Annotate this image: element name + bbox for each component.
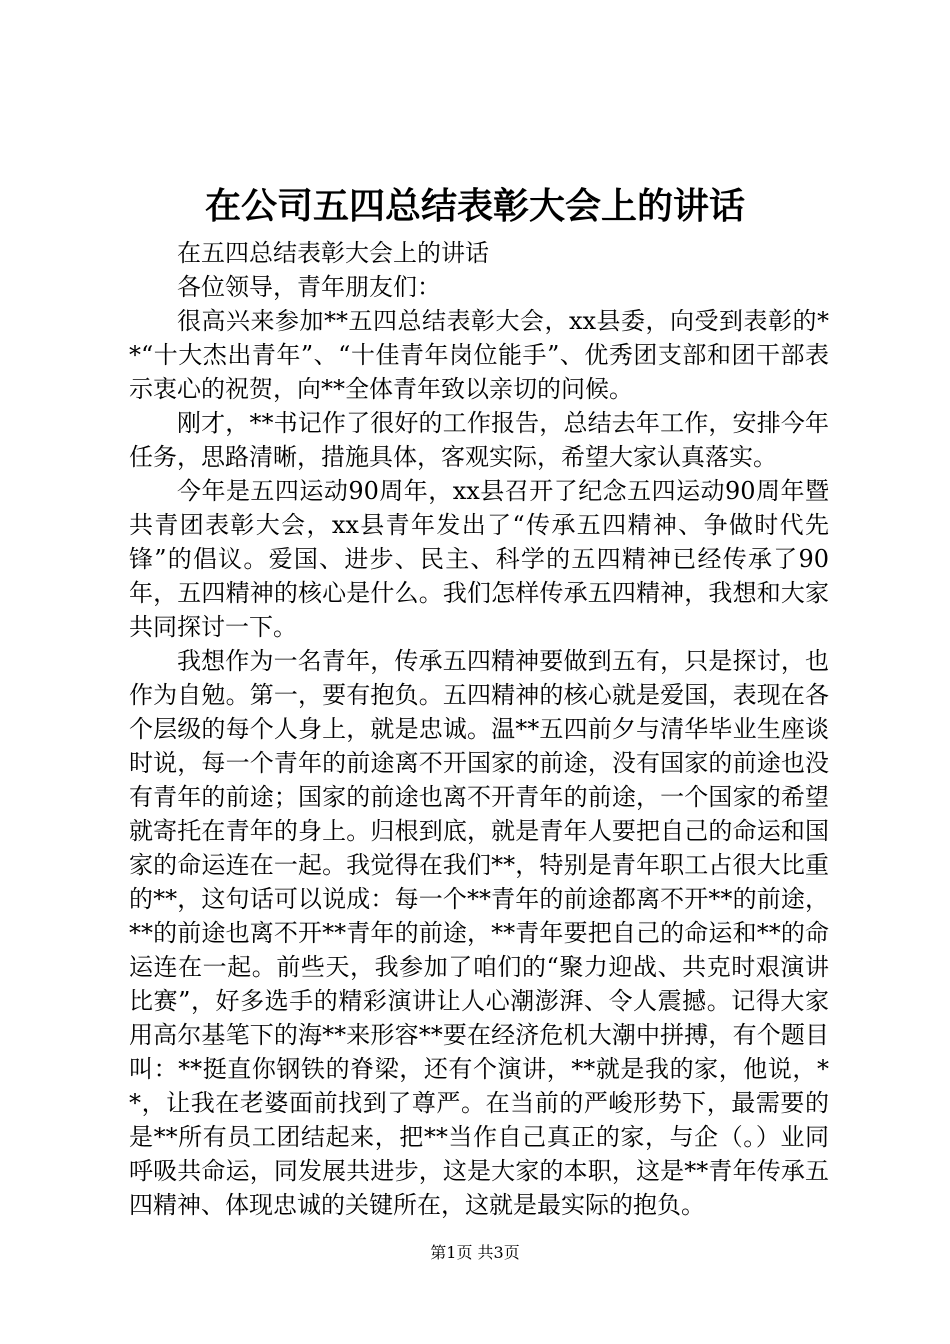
body-paragraph: 很高兴来参加**五四总结表彰大会，xx县委，向受到表彰的**“十大杰出青年”、“十佳青年岗位能手”、优秀团支部和团干部表示衷心的祝贺，向**全体青年致以亲切的问候。 (129, 307, 829, 403)
salutation-paragraph: 各位领导，青年朋友们： (177, 273, 441, 301)
page-footer (0, 1241, 950, 1265)
body-paragraph: 刚才，**书记作了很好的工作报告，总结去年工作，安排今年任务，思路清晰，措施具体，客观实际，希望大家认真落实。 (129, 409, 829, 471)
subtitle-paragraph: 在五四总结表彰大会上的讲话 (177, 239, 489, 267)
page-number: 第1页 共3页 (430, 1243, 520, 1262)
body-paragraph: 今年是五四运动90周年，xx县召开了纪念五四运动90周年暨共青团表彰大会，xx县青年发出了“传承五四精神、争做时代先锋”的倡议。爱国、进步、民主、科学的五四精神已经传承了90年，五四精神的核心是什么。我们怎样传承五四精神，我想和大家共同探讨一下。 (129, 477, 829, 641)
document-title: 在公司五四总结表彰大会上的讲话 (204, 186, 745, 227)
document-body (129, 236, 829, 1222)
body-paragraph: 我想作为一名青年，传承五四精神要做到五有，只是探讨，也作为自勉。第一，要有抱负。五四精神的核心就是爱国，表现在各个层级的每个人身上，就是忠诚。温**五四前夕与清华毕业生座谈时说，每一个青年的前途离不开国家的前途，没有国家的前途也没有青年的前途；国家的前途也离不开青年的前途，一个国家的希望就寄托在青年的身上。归根到底，就是青年人要把自己的命运和国家的命运连在一起。我觉得在我们**，特别是青年职工占很大比重的**，这句话可以说成：每一个**青年的前途都离不开**的前途，**的前途也离不开**青年的前途，**青年要把自己的命运和**的命运连在一起。前些天，我参加了咱们的“聚力迎战、共克时艰演讲比赛”，好多选手的精彩演讲让人心潮澎湃、令人震撼。记得大家用高尔基笔下的海**来形容**要在经济危机大潮中拼搏，有个题目叫：**挺直你钢铁的脊梁，还有个演讲，**就是我的家，他说，**，让我在老婆面前找到了尊严。在当前的严峻形势下，最需要的是**所有员工团结起来，把**当作自己真正的家，与企（。）业同呼吸共命运，同发展共进步，这是大家的本职，这是**青年传承五四精神、体现忠诚的关键所在，这就是最实际的抱负。 (129, 647, 829, 1219)
